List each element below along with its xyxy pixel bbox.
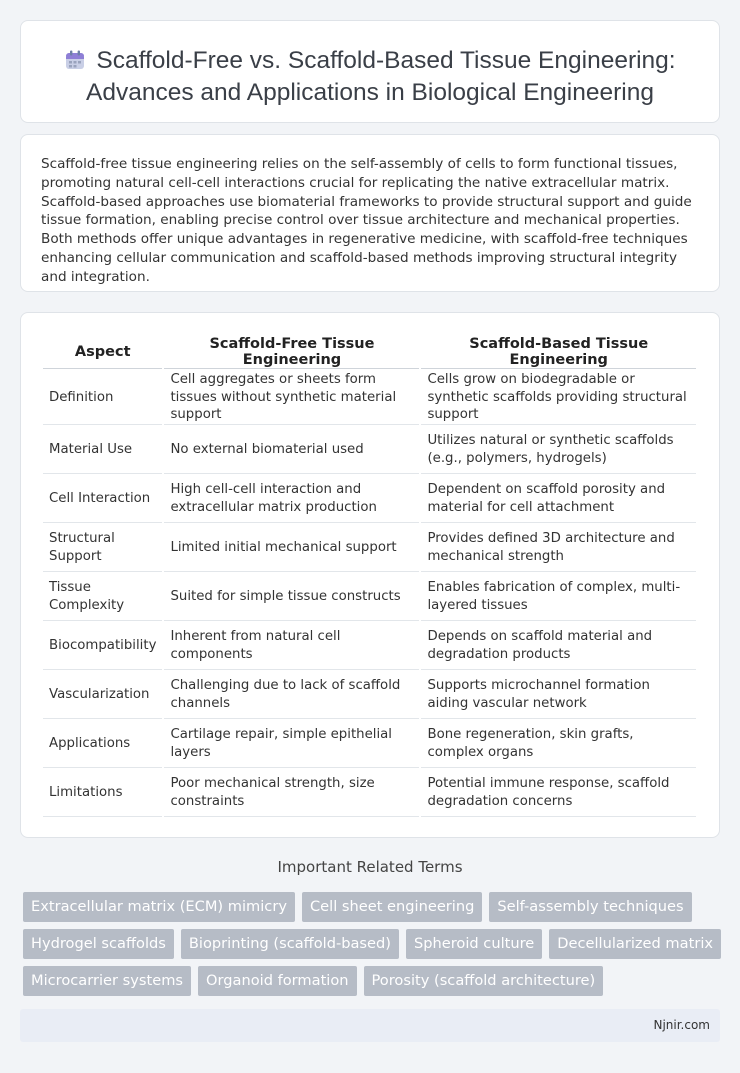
scaffold-based-cell: Potential immune response, scaffold degradation concerns bbox=[421, 770, 696, 817]
aspect-cell: Tissue Complexity bbox=[43, 574, 162, 621]
related-term-tag[interactable]: Microcarrier systems bbox=[23, 966, 191, 996]
footer-site-link[interactable]: Njnir.com bbox=[653, 1018, 710, 1032]
title-text: Scaffold-Free vs. Scaffold-Based Tissue Engineering: Advances and Applications in Biological Engineering bbox=[86, 47, 676, 106]
summary-card bbox=[20, 134, 720, 292]
scaffold-free-cell: Cartilage repair, simple epithelial layers bbox=[164, 721, 419, 768]
related-terms-row bbox=[23, 966, 713, 996]
related-term-tag[interactable]: Cell sheet engineering bbox=[302, 892, 482, 922]
column-header-scaffold-free: Scaffold-Free Tissue Engineering bbox=[164, 336, 419, 369]
related-term-tag[interactable]: Organoid formation bbox=[198, 966, 357, 996]
related-terms-row bbox=[23, 929, 713, 959]
aspect-cell: Material Use bbox=[43, 427, 162, 474]
footer bbox=[20, 1009, 720, 1042]
scaffold-free-cell: Challenging due to lack of scaffold channels bbox=[164, 672, 419, 719]
aspect-cell: Structural Support bbox=[43, 525, 162, 572]
calendar-icon bbox=[64, 48, 86, 70]
scaffold-based-cell: Cells grow on biodegradable or synthetic scaffolds providing structural support bbox=[421, 371, 696, 425]
scaffold-free-cell: Limited initial mechanical support bbox=[164, 525, 419, 572]
scaffold-based-cell: Depends on scaffold material and degradation products bbox=[421, 623, 696, 670]
comparison-table-card bbox=[20, 312, 720, 838]
aspect-cell: Cell Interaction bbox=[43, 476, 162, 523]
scaffold-based-cell: Dependent on scaffold porosity and material for cell attachment bbox=[421, 476, 696, 523]
title-card bbox=[20, 20, 720, 123]
column-header-scaffold-based: Scaffold-Based Tissue Engineering bbox=[421, 336, 696, 369]
scaffold-free-cell: Inherent from natural cell components bbox=[164, 623, 419, 670]
table-row bbox=[43, 574, 696, 621]
comparison-table bbox=[41, 334, 698, 819]
table-row bbox=[43, 427, 696, 474]
table-row bbox=[43, 672, 696, 719]
table-row bbox=[43, 623, 696, 670]
related-term-tag[interactable]: Self-assembly techniques bbox=[489, 892, 691, 922]
scaffold-free-cell: Cell aggregates or sheets form tissues without synthetic material support bbox=[164, 371, 419, 425]
related-terms-heading: Important Related Terms bbox=[277, 858, 463, 876]
scaffold-free-cell: Poor mechanical strength, size constraints bbox=[164, 770, 419, 817]
scaffold-free-cell: High cell-cell interaction and extracellular matrix production bbox=[164, 476, 419, 523]
scaffold-based-cell: Utilizes natural or synthetic scaffolds (e.g., polymers, hydrogels) bbox=[421, 427, 696, 474]
scaffold-free-cell: No external biomaterial used bbox=[164, 427, 419, 474]
scaffold-based-cell: Enables fabrication of complex, multi-layered tissues bbox=[421, 574, 696, 621]
table-row bbox=[43, 770, 696, 817]
related-term-tag[interactable]: Bioprinting (scaffold-based) bbox=[181, 929, 399, 959]
page-title bbox=[21, 21, 719, 109]
related-term-tag[interactable]: Extracellular matrix (ECM) mimicry bbox=[23, 892, 295, 922]
summary-text: Scaffold-free tissue engineering relies on the self-assembly of cells to form functional tissues, promoting natural cell-cell interactions crucial for replicating the native extracellular matrix. Scaffold-based approaches use biomaterial frameworks to provide structural support and guide tissue formation, enabling precise control over tissue architecture and mechanical properties. Both methods offer unique advantages in regenerative medicine, with scaffold-free techniques enhancing cellular communication and scaffold-based methods improving structural integrity and integration. bbox=[41, 156, 692, 285]
related-term-tag[interactable]: Spheroid culture bbox=[406, 929, 542, 959]
table-row bbox=[43, 371, 696, 425]
table-row bbox=[43, 476, 696, 523]
scaffold-based-cell: Supports microchannel formation aiding vascular network bbox=[421, 672, 696, 719]
related-terms bbox=[23, 892, 713, 1003]
table-row bbox=[43, 721, 696, 768]
related-term-tag[interactable]: Hydrogel scaffolds bbox=[23, 929, 174, 959]
related-term-tag[interactable]: Decellularized matrix bbox=[549, 929, 721, 959]
scaffold-based-cell: Bone regeneration, skin grafts, complex organs bbox=[421, 721, 696, 768]
aspect-cell: Biocompatibility bbox=[43, 623, 162, 670]
related-terms-row bbox=[23, 892, 713, 922]
aspect-cell: Applications bbox=[43, 721, 162, 768]
column-header-aspect: Aspect bbox=[43, 336, 162, 369]
table-row bbox=[43, 525, 696, 572]
related-term-tag[interactable]: Porosity (scaffold architecture) bbox=[364, 966, 604, 996]
aspect-cell: Vascularization bbox=[43, 672, 162, 719]
aspect-cell: Definition bbox=[43, 371, 162, 425]
scaffold-free-cell: Suited for simple tissue constructs bbox=[164, 574, 419, 621]
scaffold-based-cell: Provides defined 3D architecture and mechanical strength bbox=[421, 525, 696, 572]
table-header-row bbox=[43, 336, 696, 369]
aspect-cell: Limitations bbox=[43, 770, 162, 817]
